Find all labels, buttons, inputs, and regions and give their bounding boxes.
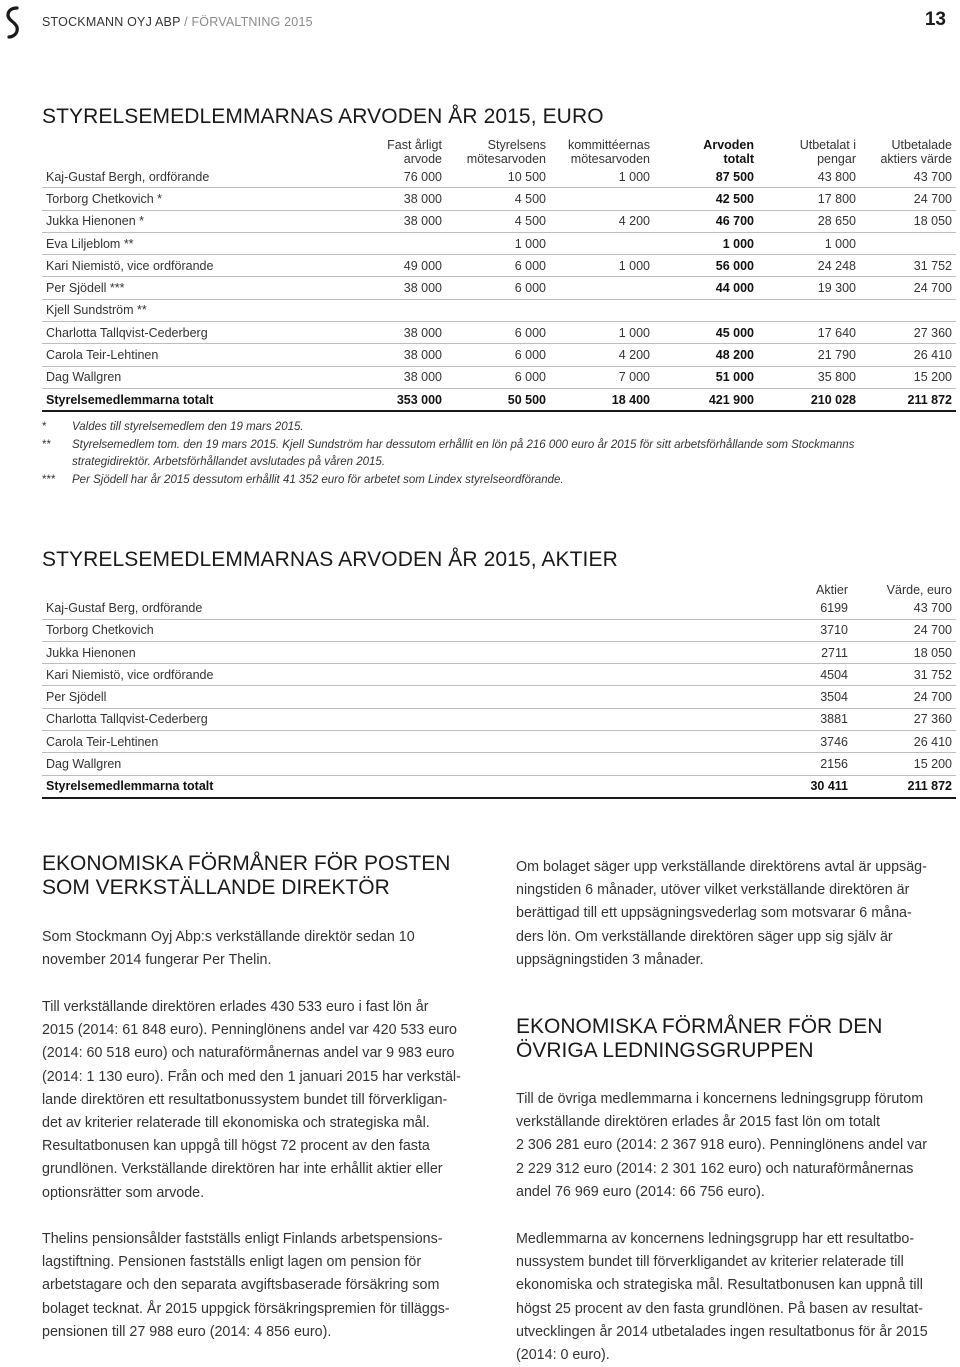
table-row [42,597,956,619]
t1-col-committee-meetings: kommittéernas mötesarvoden [568,138,650,166]
table-cell-value: 4 200 [550,344,654,366]
t2-col-shares: Aktier [816,583,848,598]
table1-header-row [42,138,956,166]
text-line: utvecklingen år 2014 utbetalades ingen resultatbonus för år 2015 [516,1323,928,1340]
table-cell-name: Per Sjödell [42,686,742,708]
ceo-salary-paragraph [42,996,461,1205]
table-cell-name: Jukka Hienonen [42,641,742,663]
table-row [42,232,956,254]
table-cell-value: 6 000 [446,344,550,366]
table-cell-value: 6 000 [446,322,550,344]
table2-header-row [42,576,956,597]
running-header [42,15,313,29]
table-cell-value: 19 300 [758,277,860,299]
management-salary-paragraph [516,1088,927,1204]
table-cell-value: 17 640 [758,322,860,344]
table-cell-value: 38 000 [314,188,446,210]
table-cell-value: 1 000 [446,232,550,254]
ceo-benefits-heading: EKONOMISKA FÖRMÅNER FÖR POSTEN SOM VERKSTÄLLANDE DIREKTÖR [42,852,451,899]
table-cell-name: Torborg Chetkovich [42,619,742,641]
table-cell-value [314,232,446,254]
table-cell-name: Charlotta Tallqvist-Cederberg [42,708,742,730]
table-cell-value: 210 028 [758,388,860,411]
table-cell-value: 44 000 [654,277,758,299]
table-cell-value: 6199 [742,597,852,619]
table-row [42,322,956,344]
footnotes [42,419,922,489]
text-line: Resultatbonusen kan uppgå till högst 72 procent av den fasta [42,1138,430,1155]
table-cell-value: 4 500 [446,210,550,232]
text-line: arbetstagare och den separata avgiftsbaserade försäkring som [42,1277,440,1294]
table2-title: STYRELSEMEDLEMMARNAS ARVODEN ÅR 2015, AKTIER [42,548,618,571]
table-cell-value: 1 000 [758,232,860,254]
table-cell-value: 421 900 [654,388,758,411]
table-cell-value: 1 000 [550,255,654,277]
table-cell-name: Kari Niemistö, vice ordförande [42,255,314,277]
text-line: Thelins pensionsålder fastställs enligt Finlands arbetspensions- [42,1231,443,1247]
table-row [42,277,956,299]
text-line: ders lön. Om verkställande direktören säger upp sig själv är [516,928,893,945]
text-line: berättigad till ett uppsägningsvederlag som motsvarar 6 måna- [516,905,912,922]
table-cell-value: 1 000 [550,166,654,188]
table-cell-value: 26 410 [852,731,956,753]
table-row [42,210,956,232]
footnote: *** Per Sjödell har år 2015 dessutom erhållit 41 352 euro för arbetet som Lindex styrelseordförande. [42,473,564,486]
table-cell-value: 10 500 [446,166,550,188]
table-cell-name: Torborg Chetkovich * [42,188,314,210]
text-line: bolaget tecknat. År 2015 uppgick försäkringspremien för tilläggs- [42,1300,450,1317]
table-row [42,753,956,775]
text-line: 2 306 281 euro (2014: 2 367 918 euro). Penninglönens andel var [516,1137,927,1154]
text-line: lagstiftning. Pensionen fastställs enligt lagen om pension för [42,1254,422,1271]
table-row [42,255,956,277]
table-row [42,619,956,641]
text-line: Om bolaget säger upp verkställande direktörens avtal är uppsäg- [516,859,927,875]
ceo-pension-paragraph [42,1228,450,1344]
table-cell-value: 38 000 [314,344,446,366]
table-cell-value: 15 200 [852,753,956,775]
text-line: pensionen till 27 988 euro (2014: 4 856 euro). [42,1323,332,1340]
table-row [42,344,956,366]
table-cell-value: 43 700 [860,166,956,188]
text-line: (2014: 60 518 euro) och naturaförmånernas andel var 9 983 euro [42,1045,455,1062]
table-cell-value: 31 752 [852,664,956,686]
table-cell-value: 24 700 [860,188,956,210]
table-cell-value: 38 000 [314,322,446,344]
table-cell-value: 3710 [742,619,852,641]
table-row [42,641,956,663]
table-cell-value: 42 500 [654,188,758,210]
table-cell-name: Dag Wallgren [42,753,742,775]
table-cell-value [446,299,550,321]
table1-title: STYRELSEMEDLEMMARNAS ARVODEN ÅR 2015, EURO [42,105,604,128]
header-section: FÖRVALTNING 2015 [191,15,313,29]
table-cell-value: 56 000 [654,255,758,277]
table-cell-value: 6 000 [446,277,550,299]
table-cell-name: Carola Teir-Lehtinen [42,731,742,753]
table-row [42,166,956,188]
table-cell-name: Styrelsemedlemmarna totalt [42,775,742,798]
table-cell-name: Per Sjödell *** [42,277,314,299]
table-cell-value: 43 800 [758,166,860,188]
table-cell-value: 38 000 [314,210,446,232]
table-cell-value: 211 872 [860,388,956,411]
text-line: ekonomiska och strategiska mål. Resultatbonusen kan uppnå till [516,1277,923,1294]
text-line: Medlemmarna av koncernens ledningsgrupp har ett resultatbo- [516,1231,915,1247]
table-total-row [42,388,956,411]
text-line: verkställande direktören erlades år 2015 fast lön om totalt [516,1114,880,1131]
text-line: optionsrätter som arvode. [42,1184,205,1201]
table-cell-value: 2156 [742,753,852,775]
table-cell-value: 17 800 [758,188,860,210]
table-row [42,299,956,321]
t1-col-cash: Utbetalat i pengar [799,138,856,166]
table-cell-value: 28 650 [758,210,860,232]
footnote: * Valdes till styrelsemedlem den 19 mars 2015. [42,421,304,433]
stockmann-logo-icon [6,6,20,40]
table-cell-value: 38 000 [314,366,446,388]
table-cell-value: 27 360 [852,708,956,730]
text-line: uppsägningstiden 3 månader. [516,951,704,968]
t1-col-shares: Utbetalade aktiers värde [880,138,952,166]
text-line: Till de övriga medlemmarna i koncernens ledningsgrupp förutom [516,1091,924,1107]
table-cell-value [550,299,654,321]
table-cell-value: 43 700 [852,597,956,619]
text-line: ningstiden 6 månader, utöver vilket verkställande direktören är [516,882,910,899]
text-line: högst 25 procent av den fasta grundlönen. På basen av resultat- [516,1300,923,1317]
table-cell-value: 15 200 [860,366,956,388]
table-cell-value: 26 410 [860,344,956,366]
table-cell-value: 48 200 [654,344,758,366]
table-cell-name: Kaj-Gustaf Berg, ordförande [42,597,742,619]
t1-col-fixed: Fast årligt arvode [387,138,442,166]
table-cell-value: 6 000 [446,366,550,388]
table-cell-value: 18 050 [860,210,956,232]
table-cell-value: 51 000 [654,366,758,388]
table-cell-value: 38 000 [314,277,446,299]
t1-col-total: Arvoden totalt [703,138,754,166]
board-fees-table [42,138,956,412]
table-cell-value: 18 050 [852,641,956,663]
table-cell-value: 2711 [742,641,852,663]
table-cell-value: 4 200 [550,210,654,232]
text-line: lande direktören ett resultatbonussystem bundet till förverkligan- [42,1091,448,1108]
table-cell-value [654,299,758,321]
table-cell-value: 3881 [742,708,852,730]
text-line: Till verkställande direktören erlades 430 533 euro i fast lön år [42,999,429,1015]
table-row [42,188,956,210]
t2-col-name [42,576,742,597]
table-cell-name: Eva Liljeblom ** [42,232,314,254]
table-cell-value: 7 000 [550,366,654,388]
table-cell-value: 31 752 [860,255,956,277]
text-line: grundlönen. Verkställande direktören har inte erhållit aktier eller [42,1161,443,1178]
table-cell-value: 49 000 [314,255,446,277]
management-bonus-paragraph [516,1228,928,1367]
table-cell-value: 24 248 [758,255,860,277]
management-benefits-heading: EKONOMISKA FÖRMÅNER FÖR DEN ÖVRIGA LEDNINGSGRUPPEN [516,1015,883,1062]
table-cell-value: 87 500 [654,166,758,188]
table-cell-name: Charlotta Tallqvist-Cederberg [42,322,314,344]
table-cell-value: 6 000 [446,255,550,277]
t2-col-value: Värde, euro [886,583,952,598]
table-cell-value [550,232,654,254]
table-row [42,366,956,388]
table-cell-value: 24 700 [852,619,956,641]
table-cell-name: Styrelsemedlemmarna totalt [42,388,314,411]
table-cell-value: 27 360 [860,322,956,344]
table-row [42,708,956,730]
table-cell-value: 353 000 [314,388,446,411]
table-cell-value [860,232,956,254]
ceo-intro-paragraph: Som Stockmann Oyj Abp:s verkställande direktör sedan 10 november 2014 fungerar Per Thelin. [42,929,415,969]
table-cell-value: 76 000 [314,166,446,188]
table-cell-value: 4 500 [446,188,550,210]
table-cell-name: Kaj-Gustaf Bergh, ordförande [42,166,314,188]
t1-col-board-meetings: Styrelsens mötesarvoden [466,138,546,166]
table-cell-value: 1 000 [654,232,758,254]
table-cell-name: Jukka Hienonen * [42,210,314,232]
table-cell-value: 18 400 [550,388,654,411]
table-row [42,664,956,686]
table-cell-value: 35 800 [758,366,860,388]
table-cell-value [860,299,956,321]
text-line: 2 229 312 euro (2014: 2 301 162 euro) och naturaförmånernas [516,1160,914,1177]
header-separator: / [184,15,188,29]
table-cell-name: Kjell Sundström ** [42,299,314,321]
table-cell-value [550,277,654,299]
table-cell-value: 4504 [742,664,852,686]
table-cell-value: 50 500 [446,388,550,411]
text-line: det av kriterier relaterade till ekonomiska och strategiska mål. [42,1115,430,1132]
table-cell-name: Dag Wallgren [42,366,314,388]
text-line: (2014: 0 euro). [516,1347,610,1364]
table-cell-name: Carola Teir-Lehtinen [42,344,314,366]
table-cell-value: 24 700 [852,686,956,708]
table-cell-value: 1 000 [550,322,654,344]
table-cell-value [550,188,654,210]
table-cell-value: 21 790 [758,344,860,366]
table-total-row [42,775,956,798]
table-row [42,731,956,753]
table-row [42,686,956,708]
page-number: 13 [924,9,946,30]
table-cell-value: 211 872 [852,775,956,798]
header-company: STOCKMANN OYJ ABP [42,15,181,29]
table-cell-name: Kari Niemistö, vice ordförande [42,664,742,686]
table-cell-value [758,299,860,321]
text-line: (2014: 1 130 euro). Från och med den 1 januari 2015 har verkstäl- [42,1068,461,1085]
footnote: ** Styrelsemedlem tom. den 19 mars 2015. Kjell Sundström har dessutom erhållit en lön på 216 000 euro år 2015 för sitt arbetsförhållande som Stockmanns strategidirektör. Arbetsförhållandet avslutades på våren 2015. [42,438,855,468]
table-cell-value: 3504 [742,686,852,708]
t1-col-name [42,138,314,166]
table-cell-value: 3746 [742,731,852,753]
text-line: nussystem bundet till förverkligandet av kriterier relaterade till [516,1254,904,1271]
text-line: 2015 (2014: 61 848 euro). Penninglönens andel var 420 533 euro [42,1022,457,1039]
board-shares-table [42,576,956,799]
table-cell-value: 46 700 [654,210,758,232]
table-cell-value: 24 700 [860,277,956,299]
table-cell-value: 45 000 [654,322,758,344]
notice-period-paragraph [516,856,927,972]
table-cell-value: 30 411 [742,775,852,798]
text-line: andel 76 969 euro (2014: 66 756 euro). [516,1183,765,1200]
table-cell-value [314,299,446,321]
